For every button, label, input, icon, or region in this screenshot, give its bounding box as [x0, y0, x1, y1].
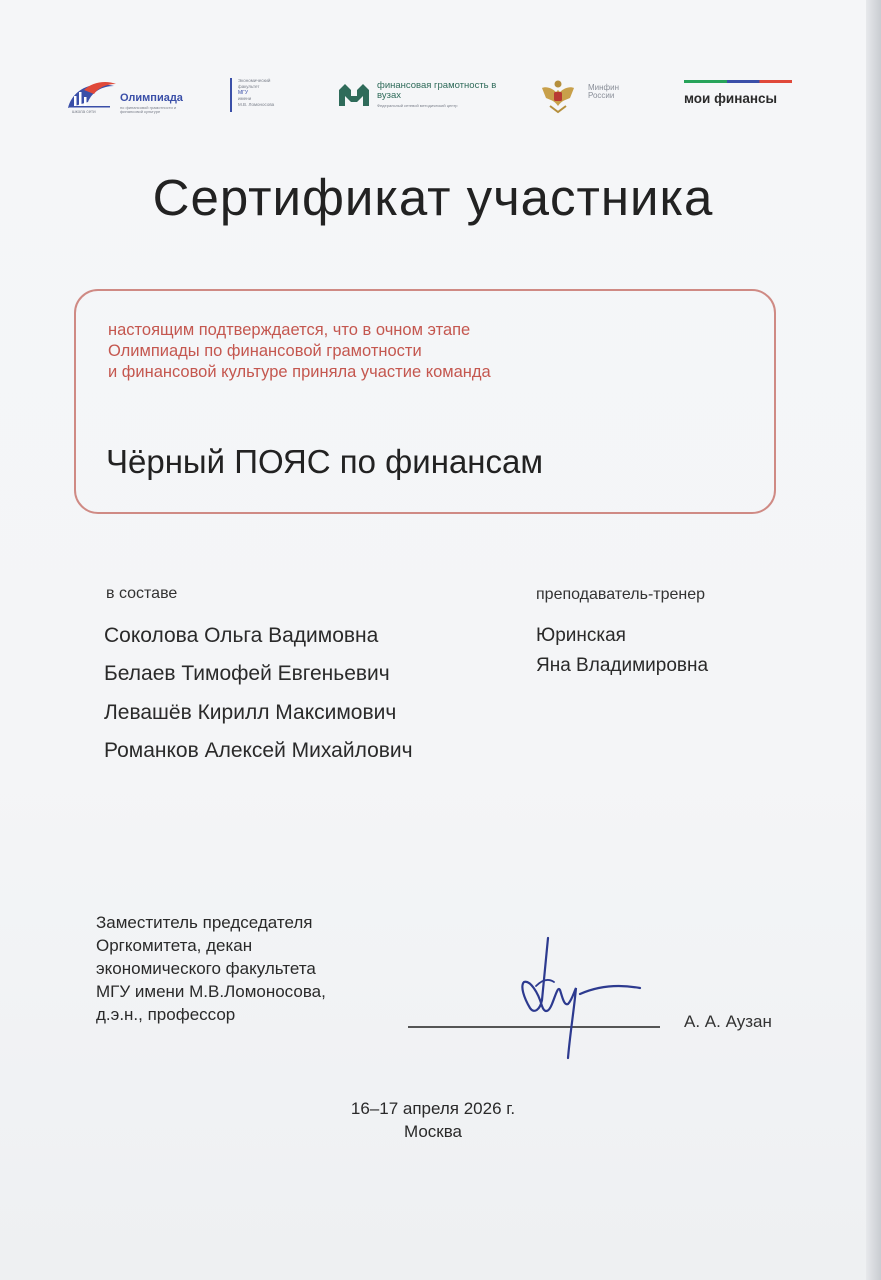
event-city: Москва: [403, 1122, 463, 1141]
msu-line-3: МГУ: [238, 90, 249, 96]
trainer-name: [536, 621, 708, 681]
msu-line-2: факультет: [238, 84, 260, 89]
certificate-title: Сертификат участника: [152, 169, 714, 226]
position-line-4: МГУ имени М.В.Ломоносова,: [96, 982, 326, 1001]
moi-finansy-stripe: [684, 80, 792, 83]
olympiad-name: Олимпиада: [120, 92, 183, 104]
moi-finansy-name: мои финансы: [684, 91, 778, 106]
position-line-1: Заместитель председателя: [96, 913, 313, 932]
fingram-name: финансовая грамотность в вузах: [377, 80, 497, 101]
fingram-logo: [337, 80, 507, 114]
intro-text: [108, 320, 491, 383]
moi-finansy-logo: [684, 80, 794, 110]
msu-line-1: Экономический: [238, 78, 271, 83]
handwritten-signature: [508, 930, 648, 1060]
msu-logo: [230, 78, 310, 114]
position-line-2: Оргкомитета, декан: [96, 936, 253, 955]
double-headed-eagle-icon: [538, 76, 578, 114]
position-line-3: экономического факультета: [96, 959, 316, 978]
intro-line-2: Олимпиады по финансовой грамотности: [108, 342, 422, 360]
date-block: [0, 1097, 866, 1143]
msu-line-4: имени: [238, 96, 252, 101]
fingram-subtitle: Федеральный сетевой методический центр: [377, 103, 458, 108]
minfin-logo: [538, 76, 638, 116]
paper-edge: [866, 0, 881, 1280]
intro-line-3: и финансовой культуре приняла участие команда: [108, 363, 491, 381]
minfin-name: Минфин России: [588, 83, 620, 101]
trainer-label: преподаватель-тренер: [536, 586, 706, 603]
trainer-given-names: Яна Владимировна: [536, 655, 709, 676]
msu-line-5: М.В. Ломоносова: [238, 102, 275, 107]
signatory-position: [96, 911, 326, 1026]
olympiad-logo: [66, 78, 196, 118]
member-name: Белаев Тимофей Евгеньевич: [104, 662, 390, 685]
position-line-5: д.э.н., профессор: [96, 1005, 236, 1024]
fingram-emblem-icon: [337, 82, 371, 108]
member-name: Левашёв Кирилл Максимович: [104, 701, 397, 724]
trainer-surname: Юринская: [536, 625, 626, 646]
member-name: Романков Алексей Михайлович: [104, 739, 413, 762]
olympiad-small-caption: школа сети: [72, 109, 96, 114]
msu-divider: [230, 78, 232, 112]
members-label: в составе: [106, 585, 178, 602]
team-name: Чёрный ПОЯС по финансам: [106, 443, 544, 480]
member-name: Соколова Ольга Вадимовна: [104, 624, 379, 647]
event-date: 16–17 апреля 2026 г.: [350, 1099, 516, 1118]
intro-line-1: настоящим подтверждается, что в очном этапе: [108, 321, 471, 339]
olympiad-subtitle: по финансовой грамотности и финансовой культуре: [120, 105, 177, 115]
signatory-name: А. А. Аузан: [684, 1012, 772, 1031]
